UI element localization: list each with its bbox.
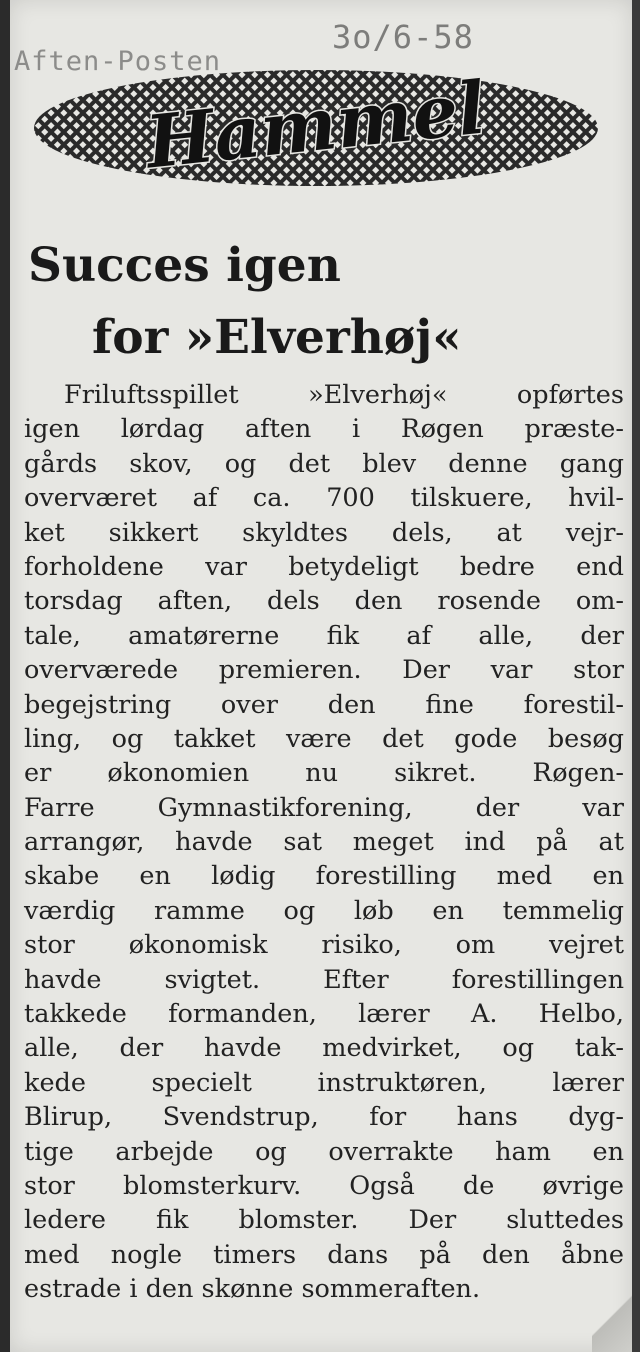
article-line: overværet af ca. 700 tilskuere, hvil- [24, 483, 624, 514]
article-line: arrangør, havde sat meget ind på at [24, 827, 624, 858]
article-line: takkede formanden, lærer A. Helbo, [24, 999, 624, 1030]
article-line: værdig ramme og løb en temmelig [24, 895, 624, 926]
headline-line-2: for »Elverhøj« [92, 310, 462, 365]
article-line: er økonomien nu sikret. Røgen- [24, 758, 624, 789]
article-body [24, 378, 624, 1307]
article-line: gårds skov, og det blev denne gang [24, 448, 624, 479]
article-line: estrade i den skønne sommeraften. [24, 1274, 481, 1305]
article-line: overværede premieren. Der var stor [24, 655, 624, 686]
masthead-emblem [32, 62, 600, 194]
article-line: alle, der havde medvirket, og tak- [24, 1033, 624, 1064]
article-line: Farre Gymnastikforening, der var [24, 792, 624, 823]
article-line: med nogle timers dans på den åbne [24, 1239, 624, 1270]
article-line: skabe en lødig forestilling med en [24, 861, 624, 892]
article-line: ling, og takket være det gode besøg [24, 723, 624, 754]
scan-border-right [632, 0, 640, 1352]
article-line: ledere fik blomster. Der sluttedes [24, 1205, 624, 1236]
article-line: torsdag aften, dels den rosende om- [24, 586, 624, 617]
article-line: ket sikkert skyldtes dels, at vejr- [24, 517, 624, 548]
article-line: kede specielt instruktøren, lærer [24, 1067, 624, 1098]
section-masthead [32, 62, 600, 194]
date-stamp: 3o/6-58 [332, 18, 474, 56]
article-line: tale, amatørerne fik af alle, der [24, 620, 624, 651]
article-line: igen lørdag aften i Røgen præste- [24, 414, 624, 445]
headline-line-1: Succes igen [28, 238, 341, 293]
article-line: stor økonomisk risiko, om vejret [24, 930, 624, 961]
article-line: begejstring over den fine forestil- [24, 689, 624, 720]
newspaper-clipping [10, 0, 632, 1352]
scan-border-left [0, 0, 10, 1352]
masthead-title: Hammel [142, 64, 490, 185]
article-line: stor blomsterkurv. Også de øvrige [24, 1170, 624, 1201]
article-line: havde svigtet. Efter forestillingen [24, 964, 624, 995]
article-line: Blirup, Svendstrup, for hans dyg- [24, 1102, 624, 1133]
article-line: Friluftsspillet »Elverhøj« opførtes [64, 380, 624, 410]
article-line: forholdene var betydeligt bedre end [24, 551, 624, 582]
source-stamp: Aften-Posten [14, 46, 222, 77]
article-line: tige arbejde og overrakte ham en [24, 1136, 624, 1167]
torn-corner [592, 1282, 632, 1352]
